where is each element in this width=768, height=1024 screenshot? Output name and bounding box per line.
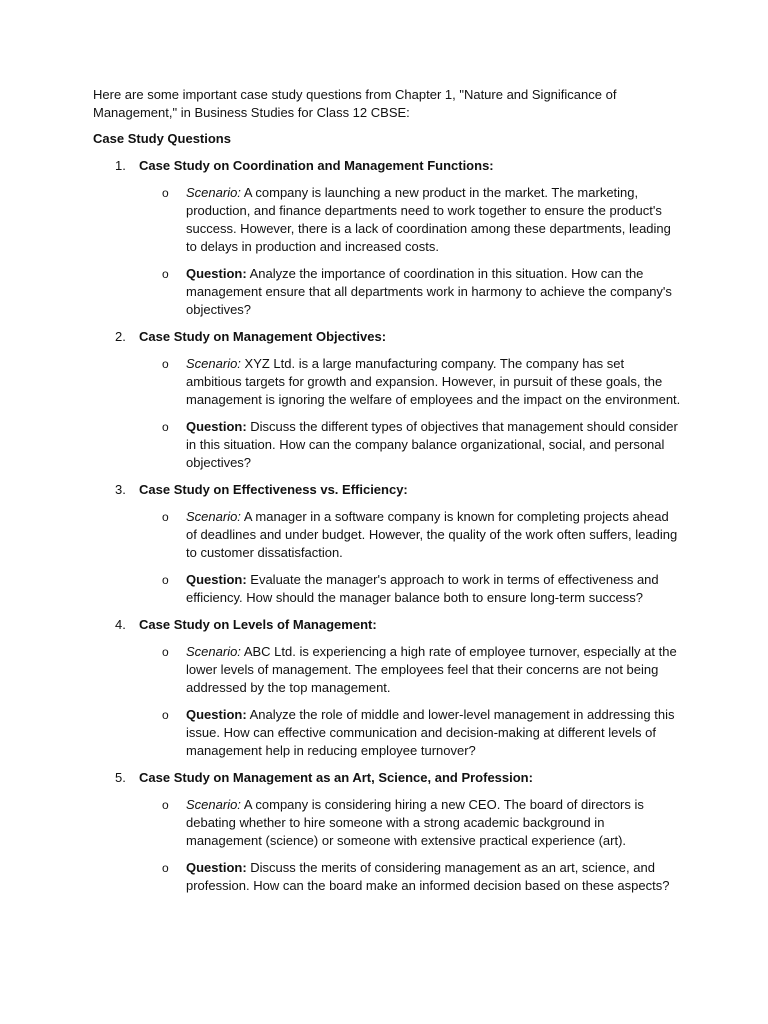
question-label: Question: [186, 860, 247, 875]
case-title: Case Study on Levels of Management: [139, 617, 377, 632]
intro-paragraph: Here are some important case study questions from Chapter 1, "Nature and Significance of Management," in Business Studies for Class 12 CBSE: [93, 87, 617, 120]
bullet-marker: o [162, 798, 169, 812]
case-number: 5. [115, 770, 126, 785]
case-number: 4. [115, 617, 126, 632]
scenario-text: XYZ Ltd. is a large manufacturing company. The company has set ambitious targets for growth and expansion. However, in pursuit of these goals, the management is ignoring the welfare of employees and the impact on the environment. [186, 356, 681, 407]
case-details [93, 796, 681, 895]
question-text: Evaluate the manager's approach to work in terms of effectiveness and efficiency. How should the manager balance both to ensure long-term success? [186, 572, 659, 605]
bullet-marker: o [162, 861, 169, 875]
bullet-marker: o [162, 357, 169, 371]
question-item [93, 859, 681, 895]
question-text: Analyze the role of middle and lower-level management in addressing this issue. How can effective communication and decision-making at different levels of management help in reducing employee turnover? [186, 707, 675, 758]
question-label: Question: [186, 419, 247, 434]
question-text: Analyze the importance of coordination in this situation. How can the management ensure that all departments work in harmony to achieve the company's objectives? [186, 266, 672, 317]
scenario-text: A manager in a software company is known for completing projects ahead of deadlines and under budget. However, the quality of the work often suffers, leading to customer dissatisfaction. [186, 509, 678, 560]
case-study-item [93, 328, 681, 472]
scenario-text: ABC Ltd. is experiencing a high rate of employee turnover, especially at the lower levels of management. The employees feel that their concerns are not being addressed by the top management. [186, 644, 677, 695]
scenario-item [93, 643, 681, 697]
case-study-item [93, 616, 681, 760]
scenario-label: Scenario: [186, 797, 241, 812]
question-label: Question: [186, 572, 247, 587]
question-item [93, 706, 681, 760]
scenario-text: A company is launching a new product in the market. The marketing, production, and finance departments need to work together to ensure the product's success. However, there is a lack of coordination among these departments, leading to delays in production and increased costs. [186, 185, 671, 254]
section-heading: Case Study Questions [93, 131, 231, 146]
scenario-text: A company is considering hiring a new CEO. The board of directors is debating whether to hire someone with a strong academic background in management (science) or someone with extensive practical experience (art). [186, 797, 644, 848]
question-label: Question: [186, 266, 247, 281]
case-title: Case Study on Effectiveness vs. Efficiency: [139, 482, 408, 497]
scenario-label: Scenario: [186, 509, 241, 524]
case-details [93, 184, 681, 319]
case-title: Case Study on Management as an Art, Science, and Profession: [139, 770, 533, 785]
question-item [93, 571, 681, 607]
bullet-marker: o [162, 510, 169, 524]
case-study-list [93, 157, 681, 895]
case-study-item [93, 157, 681, 319]
scenario-label: Scenario: [186, 185, 241, 200]
question-text: Discuss the merits of considering management as an art, science, and profession. How can the board make an informed decision based on these aspects? [186, 860, 670, 893]
case-details [93, 355, 681, 472]
case-number: 1. [115, 158, 126, 173]
bullet-marker: o [162, 708, 169, 722]
case-title: Case Study on Management Objectives: [139, 329, 387, 344]
question-item [93, 265, 681, 319]
document-page [93, 86, 681, 904]
case-details [93, 643, 681, 760]
scenario-label: Scenario: [186, 644, 241, 659]
scenario-item [93, 508, 681, 562]
case-number: 2. [115, 329, 126, 344]
question-text: Discuss the different types of objectives that management should consider in this situation. How can the company balance organizational, social, and personal objectives? [186, 419, 678, 470]
scenario-label: Scenario: [186, 356, 241, 371]
bullet-marker: o [162, 186, 169, 200]
case-study-item [93, 481, 681, 607]
bullet-marker: o [162, 267, 169, 281]
question-item [93, 418, 681, 472]
case-title: Case Study on Coordination and Management Functions: [139, 158, 494, 173]
case-number: 3. [115, 482, 126, 497]
case-study-item [93, 769, 681, 895]
scenario-item [93, 796, 681, 850]
bullet-marker: o [162, 645, 169, 659]
bullet-marker: o [162, 573, 169, 587]
scenario-item [93, 355, 681, 409]
case-details [93, 508, 681, 607]
bullet-marker: o [162, 420, 169, 434]
question-label: Question: [186, 707, 247, 722]
scenario-item [93, 184, 681, 256]
